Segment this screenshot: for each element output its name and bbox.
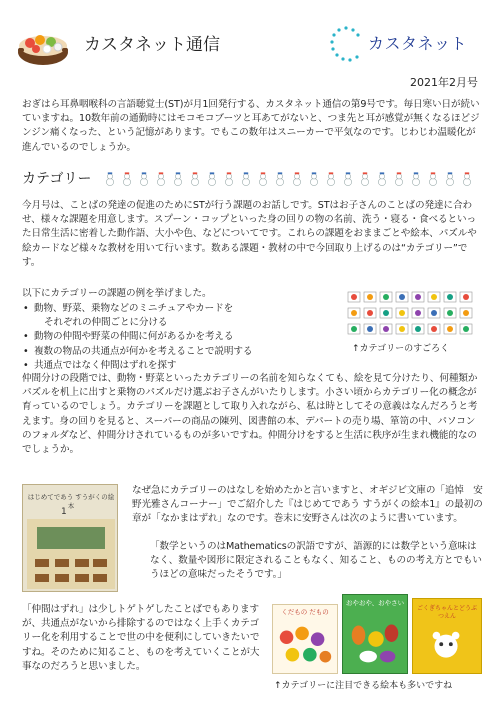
snowman-icon <box>310 172 317 185</box>
snowman-icon <box>361 172 368 185</box>
snowman-icon <box>327 172 334 185</box>
sugoroku-board-image <box>342 286 482 338</box>
zoo-illustration <box>413 625 481 673</box>
vegetable-illustration <box>343 611 407 671</box>
category-task-list <box>22 302 322 373</box>
board-cell-picture <box>351 294 357 300</box>
snowman-icon <box>259 172 266 185</box>
board-cell-picture <box>447 326 453 332</box>
board-cell-picture <box>415 294 421 300</box>
issue-date: 2021年2月号 <box>410 76 478 89</box>
board-cell-picture <box>463 310 469 316</box>
book-illustration <box>27 519 115 589</box>
board-cell-picture <box>351 310 357 316</box>
snowman-icon <box>378 172 385 185</box>
book-vegetable-title: おやおや、おやさい <box>345 599 405 607</box>
snowman-icon <box>123 172 130 185</box>
intro-paragraph: おぎはら耳鼻咽喉科の言語聴覚士(ST)が月1回発行する、カスタネット通信の第9号です。毎日寒い日が続いていますね。10数年前の通勤時にはモコモコブーツと耳あてがないと、つま先と耳が感覚が無くなるほどジンジン痛くなった、という記憶があります。でもこの数年はスニーカーで平気なのです。じわじわ温暖化が進んでいるのでしょうか。 <box>22 99 480 153</box>
snowman-icon <box>344 172 351 185</box>
snowman-icon <box>191 172 198 185</box>
list-item: • 動物の仲間や野菜の仲間に何があるかを考える <box>22 330 322 344</box>
board-cell-picture <box>383 294 389 300</box>
list-item: • 動物、野菜、乗物などのミニチュアやカードを <box>22 302 322 316</box>
board-cell-picture <box>351 326 357 332</box>
fruit-illustration <box>273 617 337 673</box>
quote-block: 「数学というのはMathematicsの訳語ですが、語源的には数学という意味はなく、数量や図形に限定されることもなく、知ること、ものの考え方とでもいうほどの意味だったそうです。」 <box>150 541 482 581</box>
snowman-icon <box>293 172 300 185</box>
board-cell-picture <box>415 326 421 332</box>
snowman-icon <box>412 172 419 185</box>
snowman-icon <box>174 172 181 185</box>
snowman-icon <box>225 172 232 185</box>
page-title: カスタネット通信 <box>84 35 220 55</box>
section-heading: カテゴリー <box>22 171 92 187</box>
board-cell-picture <box>431 326 437 332</box>
book-cover-image <box>22 484 118 592</box>
logo-text: カスタネット <box>368 34 468 53</box>
snowman-icon <box>208 172 215 185</box>
snowman-icon <box>463 172 470 185</box>
snowman-icon <box>157 172 164 185</box>
board-cell-picture <box>367 326 373 332</box>
board-cell-picture <box>399 294 405 300</box>
snowman-icon <box>395 172 402 185</box>
board-cell-picture <box>447 294 453 300</box>
book-title: はじめてであう すうがくの絵本 <box>27 493 115 510</box>
board-cell-picture <box>383 326 389 332</box>
board-cell-picture <box>431 294 437 300</box>
board-cell-picture <box>367 310 373 316</box>
book-zoo <box>412 598 482 674</box>
snowman-icon <box>104 172 484 186</box>
category-intro-paragraph: 今月号は、ことばの発達の促進のためにSTが行う課題のお話しです。STはお子さんのことばの発達に合わせ、様々な課題を用意します。スプーン・コップといった身の回りの物の名前、洗う・寝る・食べるといった日常生活に密着した動作語、大小や色、などについてです。これらの課題をおままごとや絵本、パズルや絵カードなど様々な教材を用いて行います。数ある課題・教材の中で今回取り上げるのは“カテゴリー”です。 <box>22 200 477 268</box>
board-cell-picture <box>415 310 421 316</box>
board-cell-picture <box>447 310 453 316</box>
board-cell-picture <box>463 294 469 300</box>
list-item: • 共通点ではなく仲間はずれを探す <box>22 359 322 373</box>
snowman-icon <box>446 172 453 185</box>
board-cell-picture <box>399 310 405 316</box>
book-fruit-title: くだもの だもの <box>281 608 329 616</box>
board-cell-picture <box>399 326 405 332</box>
book-number: 1 <box>61 507 67 517</box>
snowman-icon <box>276 172 283 185</box>
grouping-paragraph: 仲間分けの段階では、動物・野菜といったカテゴリーの名前を知らなくても、絵を見て分けたり、何種類かパズルを机上に出すと乗物のパズルだけ選ぶお子さんがいたりします。小さい頃からカテゴリー化の概念が育っているのでしょう。カテゴリーを課題として取り入れながら、私は時としてその意義はなんだろうと考えます。身の回りを見ると、スーパーの商品の陳列、図書館の本、デパートの売り場、箪笥の中、パソコンのフォルダなど、仲間分けされているものが多いですね。仲間分けをすると生活に秩序が生まれ機能的なのでしょうか。 <box>22 373 478 456</box>
board-cell-picture <box>431 310 437 316</box>
board-cell-picture <box>383 310 389 316</box>
board-cell-picture <box>463 326 469 332</box>
closing-paragraph: 「仲間はずれ」は少しトゲトゲしたことばでもありますが、共通点がないから排除するのではなく上手くカテゴリー化を利用することで世の中を便利にしていきたいですね。そのために知ること、ものを考えていくことが大事なのだろうと思いました。 <box>22 604 260 672</box>
list-item: それぞれの仲間ごとに分ける <box>44 317 168 329</box>
board-cell-picture <box>367 294 373 300</box>
books-caption: ↑カテゴリーに注目できる絵本も多いですね <box>274 681 453 691</box>
snowman-icon <box>429 172 436 185</box>
hotpot-icon <box>16 22 70 68</box>
picture-books-image <box>272 594 484 676</box>
snowman-icon <box>242 172 249 185</box>
list-intro: 以下にカテゴリーの課題の例を挙げました。 <box>22 288 212 299</box>
book-paragraph: なぜ急にカテゴリーのはなしを始めたかと言いますと、オギジビ文庫の「追悼 安野光雅さんコーナー」でご紹介した『はじめてであう すうがくの絵本1』の最初の章が「なかまはずれ」なのです。巻末に安野さんは次のように書いています。 <box>132 485 483 525</box>
snowman-icon <box>140 172 147 185</box>
list-item: • 複数の物品の共通点が何かを考えることで説明する <box>22 345 322 359</box>
board-caption: ↑カテゴリーのすごろく <box>352 344 450 354</box>
book-vegetable <box>342 594 408 674</box>
book-zoo-title: ごくぎちゃんとどうぶつえん <box>416 605 477 620</box>
snowman-icon <box>106 172 113 185</box>
book-fruit <box>272 604 338 674</box>
